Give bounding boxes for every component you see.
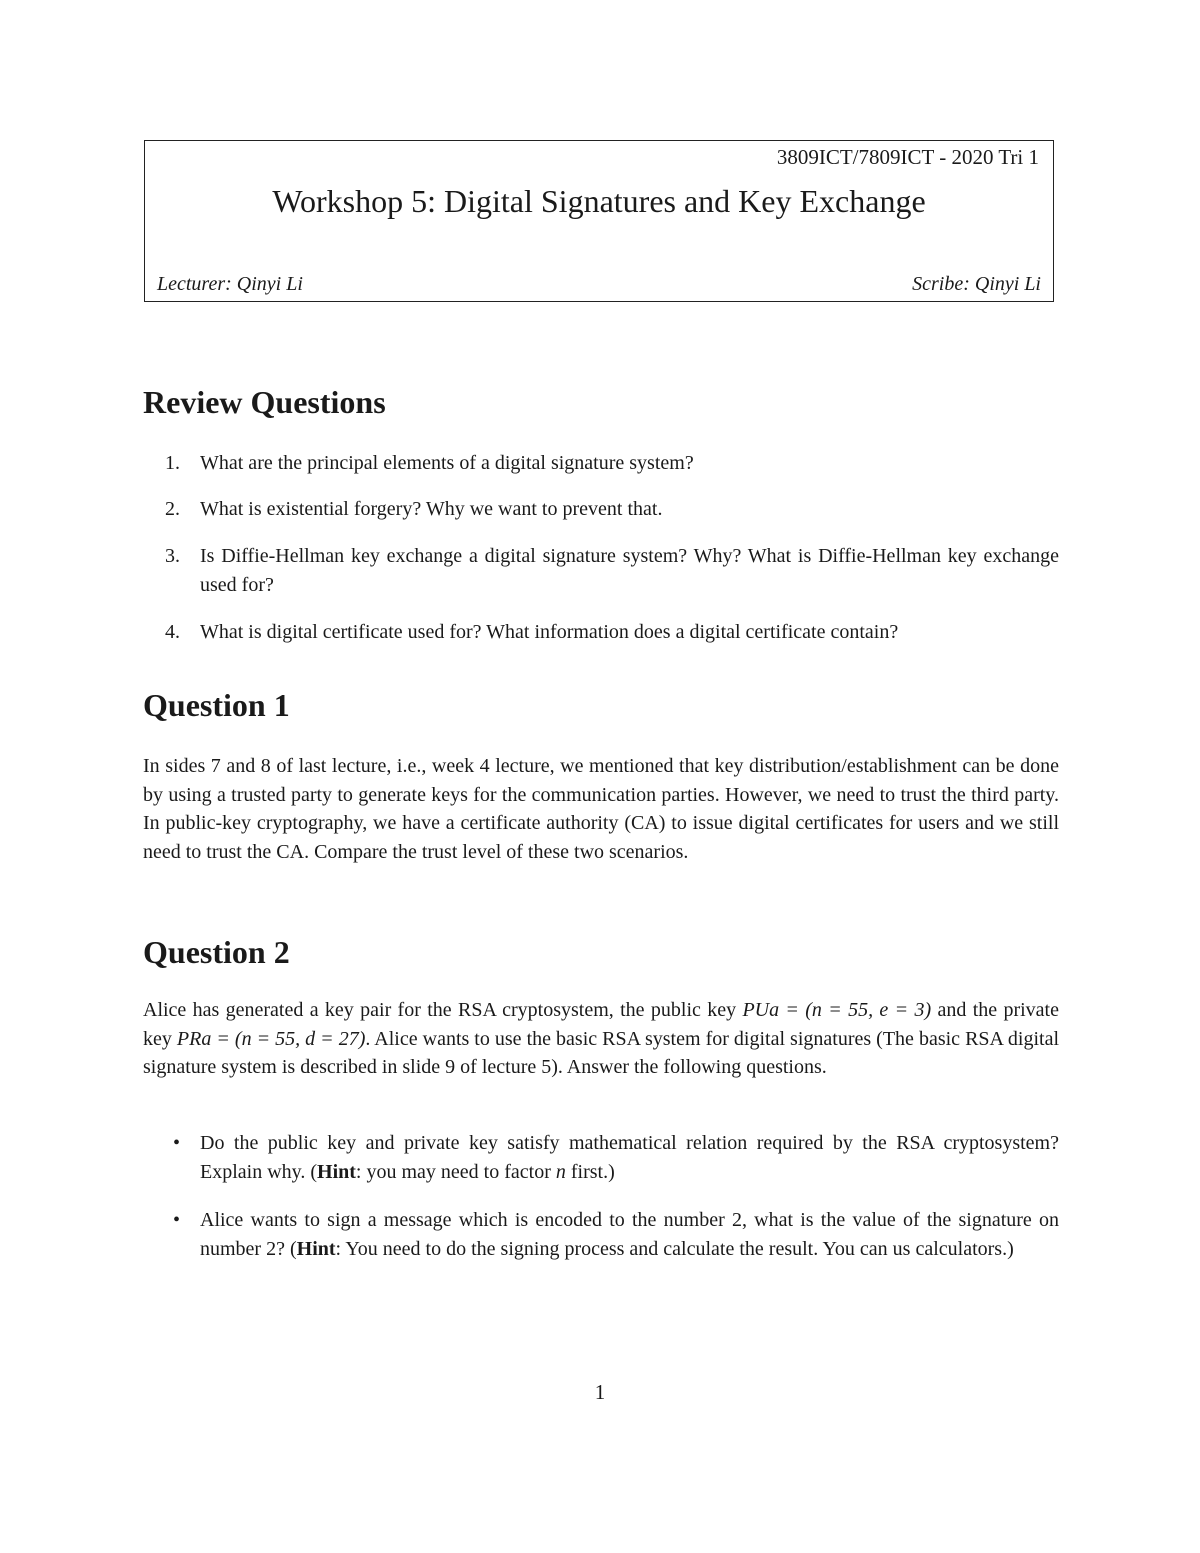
question-2-bullet-2 (143, 1206, 1059, 1263)
review-questions-heading: Review Questions (143, 384, 386, 420)
review-item-2 (143, 495, 1059, 524)
header-box (144, 140, 1054, 302)
bullet-icon: • (173, 1132, 181, 1154)
item-number: 2. (165, 498, 180, 520)
question-2-intro (143, 996, 1059, 1082)
intro-text-3: . Alice wants to use the basic RSA system for digital signatures (The basic RSA digital signature system is described in slide 9 of lecture 5). Answer the following questions. (143, 1027, 1059, 1078)
bullet-icon: • (173, 1209, 181, 1231)
page-number: 1 (594, 1380, 606, 1404)
intro-text-2: and the private key (143, 999, 1059, 1050)
item-text: What is existential forgery? Why we want to prevent that. (200, 498, 663, 520)
question-2-heading: Question 2 (143, 934, 290, 970)
public-key-math: PUa = (n = 55, e = 3) (742, 999, 932, 1021)
item-text: What are the principal elements of a digital signature system? (200, 452, 694, 474)
item-text: What is digital certificate used for? What information does a digital certificate contain? (200, 621, 899, 643)
intro-text-1: Alice has generated a key pair for the RSA cryptosystem, the public key (143, 999, 737, 1021)
item-text: Is Diffie-Hellman key exchange a digital signature system? Why? What is Diffie-Hellman key exchange used for? (200, 545, 1059, 596)
item-number: 3. (165, 545, 180, 567)
bullet-text: Alice wants to sign a message which is encoded to the number 2, what is the value of the signature on number 2? (Hint: You need to do the signing process and calculate the result. You can us calculators.) (200, 1209, 1059, 1260)
scribe-label: Scribe: Qinyi Li (912, 273, 1041, 295)
review-item-3 (143, 542, 1059, 599)
hint-label: Hint (296, 1237, 336, 1260)
n-variable: n (555, 1160, 566, 1183)
item-number: 1. (165, 452, 180, 474)
bullet-text: Do the public key and private key satisfy mathematical relation required by the RSA cryptosystem? Explain why. (Hint: you may need to factor n first.) (200, 1132, 1059, 1183)
question-1-heading: Question 1 (143, 687, 290, 723)
course-code: 3809ICT/7809ICT - 2020 Tri 1 (776, 145, 1039, 169)
review-item-4 (143, 618, 1059, 647)
item-number: 4. (165, 621, 180, 643)
question-1-text: In sides 7 and 8 of last lecture, i.e., week 4 lecture, we mentioned that key distribution/establishment can be done by using a trusted party to generate keys for the communication parties. However, we need to trust the third party. In public-key cryptography, we have a certificate authority (CA) to issue digital certificates for users and we still need to trust the CA. Compare the trust level of these two scenarios. (143, 755, 1059, 863)
lecturer-label: Lecturer: Qinyi Li (157, 273, 303, 295)
private-key-math: PRa = (n = 55, d = 27) (176, 1027, 366, 1050)
review-item-1 (143, 449, 1059, 478)
hint-label: Hint (317, 1160, 356, 1183)
question-2-bullet-1 (143, 1129, 1059, 1186)
document-title: Workshop 5: Digital Signatures and Key Exchange (272, 183, 926, 219)
